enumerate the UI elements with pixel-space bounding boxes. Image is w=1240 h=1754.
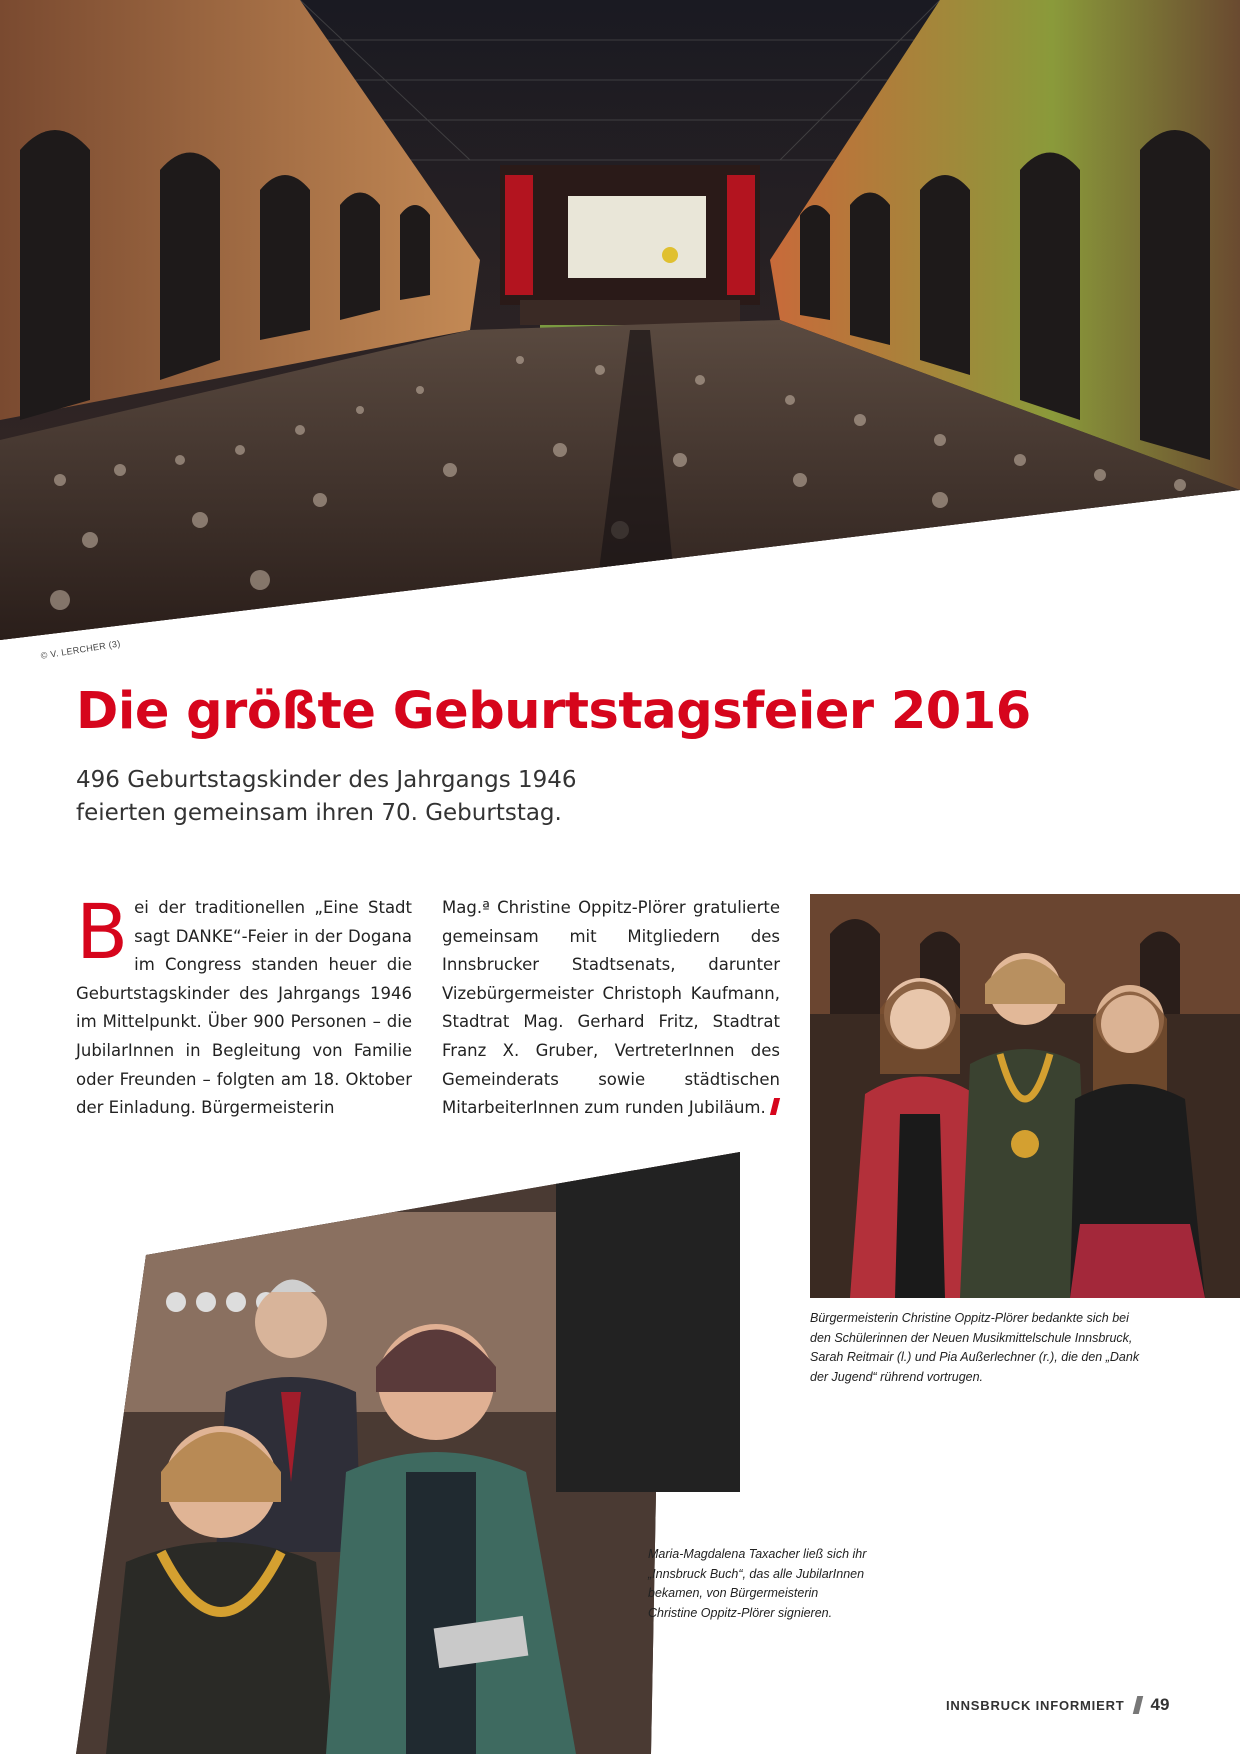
caption-left-line-2: „Innsbruck Buch“, das alle JubilarInnen — [648, 1566, 865, 1581]
body-column-2-text: Mag.ª Christine Oppitz-Plörer gratulierte gemeinsam mit Mitgliedern des Innsbrucker Stadtsenats, darunter Vizebürgermeister Christoph Kaufmann, Stadtrat Mag. Gerhard Fritz, Stadtrat Franz X. Gruber, VertreterInnen des Gemeinderats sowie städtischen MitarbeiterInnen zum runden Jubiläum. — [442, 898, 780, 1118]
caption-right-photo — [810, 1309, 1230, 1387]
body-column-1-text: ei der traditionellen „Eine Stadt sagt DANKE“-Feier in der Dogana im Congress standen heuer die Geburtstagskinder des Jahrgangs 1946 im Mittelpunkt. Über 900 Personen – die JubilarInnen in Begleitung von Familie oder Freunden – folgten am 18. Oktober der Einladung. Bürgermeisterin — [76, 898, 412, 1118]
lead-paragraph — [76, 764, 696, 830]
page-number: 49 — [1150, 1695, 1170, 1714]
hall-illustration — [0, 0, 1240, 640]
lead-line-1: 496 Geburtstagskinder des Jahrgangs 1946 — [76, 767, 577, 793]
photo-left-illustration — [76, 1152, 740, 1754]
photo-credit: © V. LERCHER (3) — [40, 638, 122, 661]
photo-book-signing — [76, 1152, 740, 1754]
lead-line-2: feierten gemeinsam ihren 70. Geburtstag. — [76, 800, 562, 826]
page-footer — [946, 1695, 1169, 1715]
drop-cap: B — [76, 887, 129, 976]
caption-right-line-3: Sarah Reitmair (l.) und Pia Außerlechner (r.), die den „Dank — [810, 1350, 1140, 1364]
body-column-1 — [76, 887, 412, 1123]
separator-slash-icon — [1132, 1696, 1142, 1714]
body-column-2 — [442, 894, 780, 1123]
caption-left-line-4: Christine Oppitz-Plörer signieren. — [648, 1605, 833, 1620]
caption-left-line-3: bekamen, von Bürgermeisterin — [648, 1586, 819, 1600]
hero-photo-event-hall — [0, 0, 1240, 640]
page-title: Die größte Geburtstagsfeier 2016 — [76, 682, 1031, 741]
caption-left-photo — [648, 1545, 948, 1623]
photo-mayor-with-students — [810, 894, 1240, 1298]
caption-right-line-2: den Schülerinnen der Neuen Musikmittelschule Innsbruck, — [810, 1330, 1133, 1345]
caption-left-line-1: Maria-Magdalena Taxacher ließ sich ihr — [648, 1547, 867, 1561]
caption-right-line-4: der Jugend“ rührend vortrugen. — [810, 1369, 984, 1384]
caption-right-line-1: Bürgermeisterin Christine Oppitz-Plörer bedankte sich bei — [810, 1311, 1129, 1325]
end-mark-icon — [770, 1098, 780, 1115]
photo-right-illustration — [810, 894, 1240, 1298]
publication-name: INNSBRUCK INFORMIERT — [946, 1697, 1125, 1713]
